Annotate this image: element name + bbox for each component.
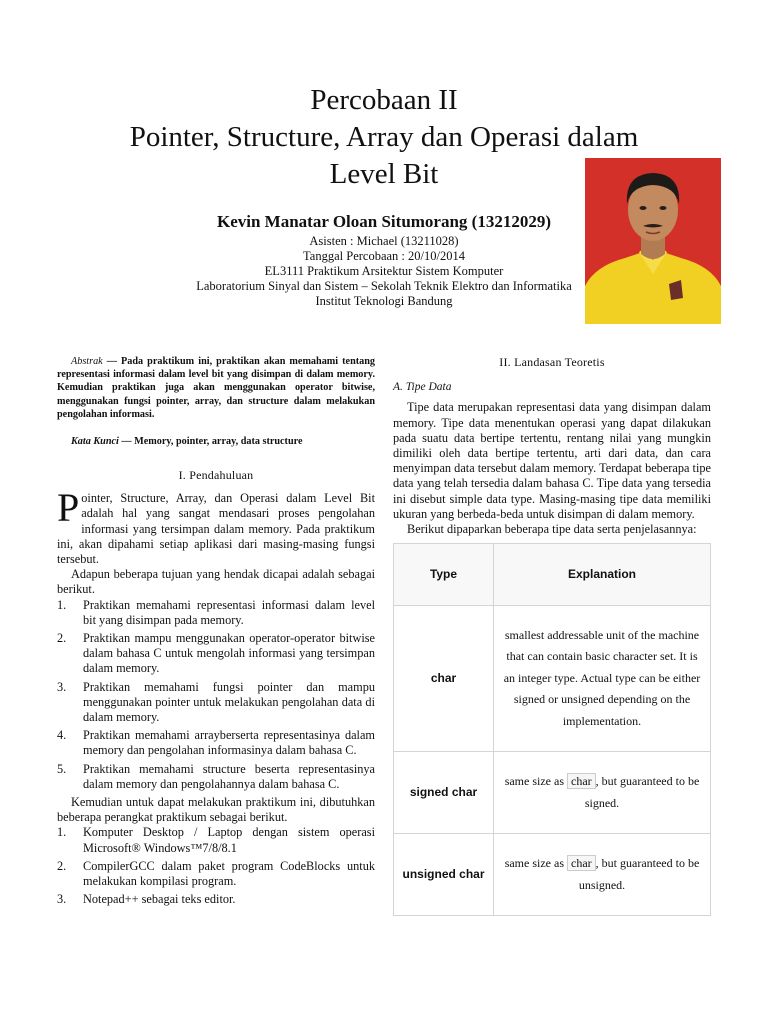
inline-code: char: [567, 855, 596, 871]
explanation-cell: smallest addressable unit of the machine that can contain basic character set. It is an integer type. Actual type can be either signed or unsigned depending on the implementation.: [494, 606, 711, 752]
goals-list: [57, 598, 375, 792]
table-row: [394, 752, 711, 834]
explanation-cell: same size as char , but guaranteed to be unsigned.: [494, 834, 711, 916]
institution-line: Institut Teknologi Bandung: [315, 294, 453, 308]
type-cell: unsigned char: [394, 834, 494, 916]
list-item: 2. CompilerGCC dalam paket program CodeBlocks untuk melakukan kompilasi program.: [57, 858, 375, 889]
keywords: [57, 435, 375, 448]
table-row: [394, 834, 711, 916]
explanation-cell: same size as char , but guaranteed to be signed.: [494, 752, 711, 834]
section-heading-pendahuluan: I. Pendahuluan: [178, 468, 254, 483]
type-cell: signed char: [394, 752, 494, 834]
author-name: Kevin Manatar Oloan Situmorang (13212029): [216, 212, 552, 231]
title-line-1: Percobaan II: [310, 84, 458, 116]
inline-code: char: [567, 773, 596, 789]
drop-cap: P: [57, 485, 80, 531]
list-item: 1. Praktikan memahami representasi informasi dalam level bit yang disimpan pada memory.: [57, 597, 375, 627]
data-type-table: [393, 543, 711, 916]
left-column: [57, 355, 375, 911]
table-header-row: [394, 544, 711, 606]
assistant-line: Asisten : Michael (13211028): [309, 234, 459, 248]
author-block: [150, 210, 618, 309]
section-heading-landasan: II. Landasan Teoretis: [499, 355, 605, 369]
goals-intro: Adapun beberapa tujuan yang hendak dicapai adalah sebagai berikut.: [57, 567, 375, 597]
keywords-label: Kata Kunci: [71, 436, 119, 448]
list-item: 3. Notepad++ sebagai teks editor.: [57, 892, 236, 907]
title-line-3: Level Bit: [329, 158, 439, 190]
list-item: 5. Praktikan memahami structure beserta representasinya dalam memory dan pengolahannya dalam bahasa C.: [57, 761, 375, 791]
list-item: 3. Praktikan memahami fungsi pointer dan mampu menggunakan pointer untuk melakukan pengolahan data di dalam memory.: [57, 679, 375, 725]
table-intro: Berikut dipaparkan beberapa tipe data serta penjelasannya:: [407, 522, 697, 537]
author-photo: [585, 158, 721, 324]
abstract-text: — Pada praktikum ini, praktikan akan memahami tentang representasi informasi dalam level bit yang disimpan di dalam memory. Kemudian praktikan juga akan menggunakan operator bitwise, menggunakan fungsi pointer, array, dan structure dalam melakukan pengolahan informasi.: [57, 356, 375, 420]
header-explanation: Explanation: [494, 544, 711, 606]
list-item: 1. Komputer Desktop / Laptop dengan sistem operasi Microsoft® Windows™7/8/8.1: [57, 825, 375, 855]
intro-text: ointer, Structure, Array, dan Operasi dalam Level Bit adalah hal yang sangat mendasari proses pengolahan informasi yang tersimpan dalam memory. Pada praktikum ini, akan dipahami setiap aplikasi dari masing-masing fungsi tersebut.: [57, 491, 375, 567]
lab-line: Laboratorium Sinyal dan Sistem – Sekolah Teknik Elektro dan Informatika: [196, 279, 572, 293]
tools-list: [57, 825, 375, 907]
abstract-label: Abstrak: [71, 356, 103, 367]
subsection-tipe-data: A. Tipe Data: [393, 381, 452, 394]
table-row: [394, 606, 711, 752]
right-column: [393, 355, 711, 916]
list-item: 2. Praktikan mampu menggunakan operator-operator bitwise dalam bahasa C untuk mengolah informasi yang tersimpan dalam memory.: [57, 631, 375, 676]
abstract: [57, 355, 375, 421]
date-line: Tanggal Percobaan : 20/10/2014: [303, 249, 465, 263]
tipe-data-paragraph: Tipe data merupakan representasi data yang disimpan dalam memory. Tipe data menentukan operasi yang dapat dilakukan pada suatu data bertipe tertentu, rentang nilai yang mungkin dimiliki oleh data bertipe tertentu, arti dari data, dan cara menyimpan data tersebut dalam memory. Terdapat beberapa tipe data yang telah tersedia dalam bahasa C. Tipe data yang tersedia ini disebut simple data type. Masing-masing tipe data memiliki ukuran yang berbeda-beda untuk disimpan di dalam memory.: [393, 400, 711, 521]
course-line: EL3111 Praktikum Arsitektur Sistem Komputer: [264, 264, 504, 278]
keywords-text: — Memory, pointer, array, data structure: [118, 436, 303, 448]
type-cell: char: [394, 606, 494, 752]
title-line-2: Pointer, Structure, Array dan Operasi dalam: [129, 121, 639, 153]
intro-paragraph: [57, 485, 375, 567]
portrait-illustration: [585, 158, 721, 324]
list-item: 4. Praktikan memahami arrayberserta representasinya dalam memory dan pengolahan informasinya dalam bahasa C.: [57, 728, 375, 758]
tools-intro: Kemudian untuk dapat melakukan praktikum ini, dibutuhkan beberapa perangkat praktikum sebagai berikut.: [57, 795, 375, 825]
header-type: Type: [394, 544, 494, 606]
